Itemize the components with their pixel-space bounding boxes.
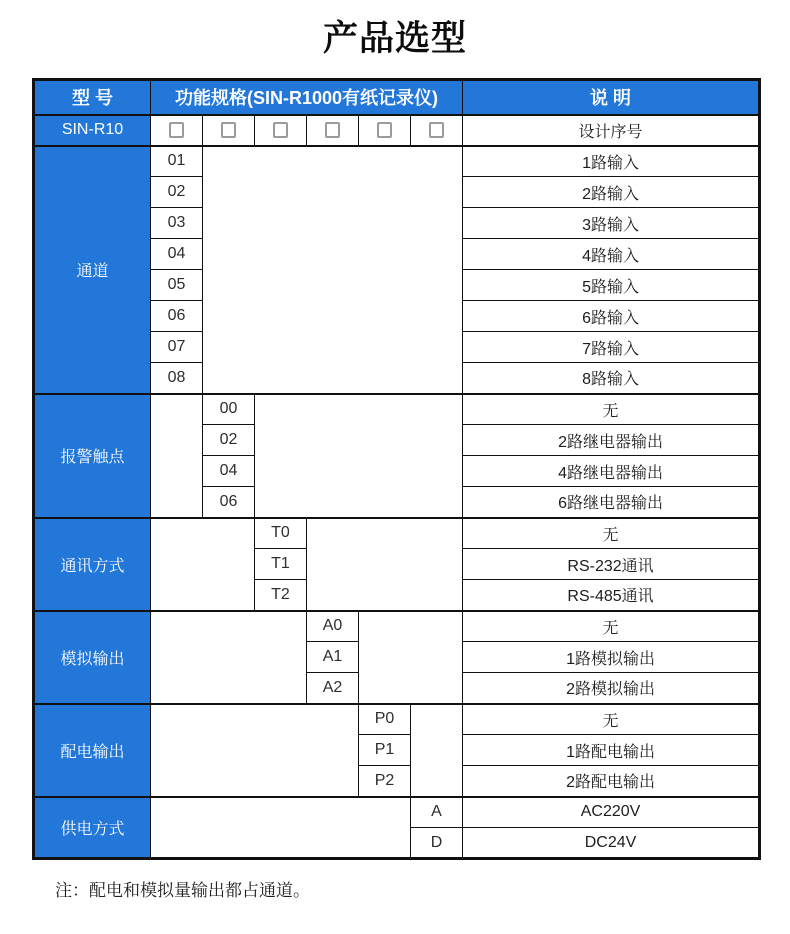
spacer-cell xyxy=(151,797,411,859)
checkbox-icon xyxy=(325,122,340,138)
code-cell: 08 xyxy=(151,363,203,394)
desc-cell: AC220V xyxy=(463,797,760,828)
table-row xyxy=(34,146,760,177)
desc-cell: 6路输入 xyxy=(463,301,760,332)
code-cell: 02 xyxy=(151,177,203,208)
desc-cell: 4路继电器输出 xyxy=(463,456,760,487)
desc-cell: 2路输入 xyxy=(463,177,760,208)
code-slot-cell xyxy=(151,115,203,146)
checkbox-icon xyxy=(377,122,392,138)
spacer-cell xyxy=(151,394,203,518)
col-header-desc: 说 明 xyxy=(463,80,760,115)
desc-cell: 2路配电输出 xyxy=(463,766,760,797)
section-label-communication: 通讯方式 xyxy=(34,518,151,611)
col-header-spec: 功能规格(SIN-R1000有纸记录仪) xyxy=(151,80,463,115)
code-cell: 07 xyxy=(151,332,203,363)
code-cell: 03 xyxy=(151,208,203,239)
checkbox-icon xyxy=(429,122,444,138)
code-slot-cell xyxy=(411,115,463,146)
code-cell: A1 xyxy=(307,642,359,673)
desc-cell: 设计序号 xyxy=(463,115,760,146)
code-cell: 02 xyxy=(203,425,255,456)
code-cell: A xyxy=(411,797,463,828)
code-cell: P1 xyxy=(359,735,411,766)
spacer-cell xyxy=(411,704,463,797)
code-slot-cell xyxy=(307,115,359,146)
spacer-cell xyxy=(255,394,463,518)
code-cell: 00 xyxy=(203,394,255,425)
code-slot-cell xyxy=(359,115,411,146)
code-cell: 04 xyxy=(151,239,203,270)
code-cell: P0 xyxy=(359,704,411,735)
desc-cell: 3路输入 xyxy=(463,208,760,239)
page-title: 产品选型 xyxy=(322,19,467,58)
desc-cell: 1路配电输出 xyxy=(463,735,760,766)
code-cell: A2 xyxy=(307,673,359,704)
table-row xyxy=(34,611,760,642)
code-cell: 06 xyxy=(203,487,255,518)
section-label-channels: 通道 xyxy=(34,146,151,394)
code-cell: 06 xyxy=(151,301,203,332)
desc-cell: 无 xyxy=(463,611,760,642)
desc-cell: RS-232通讯 xyxy=(463,549,760,580)
desc-cell: RS-485通讯 xyxy=(463,580,760,611)
code-cell: T0 xyxy=(255,518,307,549)
desc-cell: 2路继电器输出 xyxy=(463,425,760,456)
desc-cell: 5路输入 xyxy=(463,270,760,301)
code-slot-cell xyxy=(203,115,255,146)
model-name-cell: SIN-R10 xyxy=(34,115,151,146)
table-row xyxy=(34,797,760,828)
spacer-cell xyxy=(151,704,359,797)
checkbox-icon xyxy=(273,122,288,138)
table-row xyxy=(34,704,760,735)
code-cell: A0 xyxy=(307,611,359,642)
spacer-cell xyxy=(151,611,307,704)
desc-cell: 2路模拟输出 xyxy=(463,673,760,704)
code-cell: P2 xyxy=(359,766,411,797)
section-label-alarm-contacts: 报警触点 xyxy=(34,394,151,518)
code-cell: 04 xyxy=(203,456,255,487)
code-cell: D xyxy=(411,828,463,859)
spacer-cell xyxy=(203,146,463,394)
desc-cell: 1路模拟输出 xyxy=(463,642,760,673)
code-cell: 05 xyxy=(151,270,203,301)
code-cell: 01 xyxy=(151,146,203,177)
table-row xyxy=(34,518,760,549)
col-header-model: 型 号 xyxy=(34,80,151,115)
section-label-distribution-output: 配电输出 xyxy=(34,704,151,797)
desc-cell: 8路输入 xyxy=(463,363,760,394)
spacer-cell xyxy=(151,518,255,611)
footnote: 注：配电和模拟量输出都占通道。 xyxy=(55,881,310,900)
desc-cell: 6路继电器输出 xyxy=(463,487,760,518)
table-header-row xyxy=(34,80,760,115)
checkbox-icon xyxy=(169,122,184,138)
desc-cell: DC24V xyxy=(463,828,760,859)
code-cell: T1 xyxy=(255,549,307,580)
desc-cell: 4路输入 xyxy=(463,239,760,270)
code-cell: T2 xyxy=(255,580,307,611)
spacer-cell xyxy=(307,518,463,611)
table-row xyxy=(34,394,760,425)
product-selection-table xyxy=(32,78,761,860)
section-label-power-supply: 供电方式 xyxy=(34,797,151,859)
desc-cell: 7路输入 xyxy=(463,332,760,363)
checkbox-icon xyxy=(221,122,236,138)
desc-cell: 无 xyxy=(463,394,760,425)
code-slot-cell xyxy=(255,115,307,146)
spacer-cell xyxy=(359,611,463,704)
section-label-analog-output: 模拟输出 xyxy=(34,611,151,704)
desc-cell: 1路输入 xyxy=(463,146,760,177)
desc-cell: 无 xyxy=(463,518,760,549)
table-row xyxy=(34,115,760,146)
desc-cell: 无 xyxy=(463,704,760,735)
